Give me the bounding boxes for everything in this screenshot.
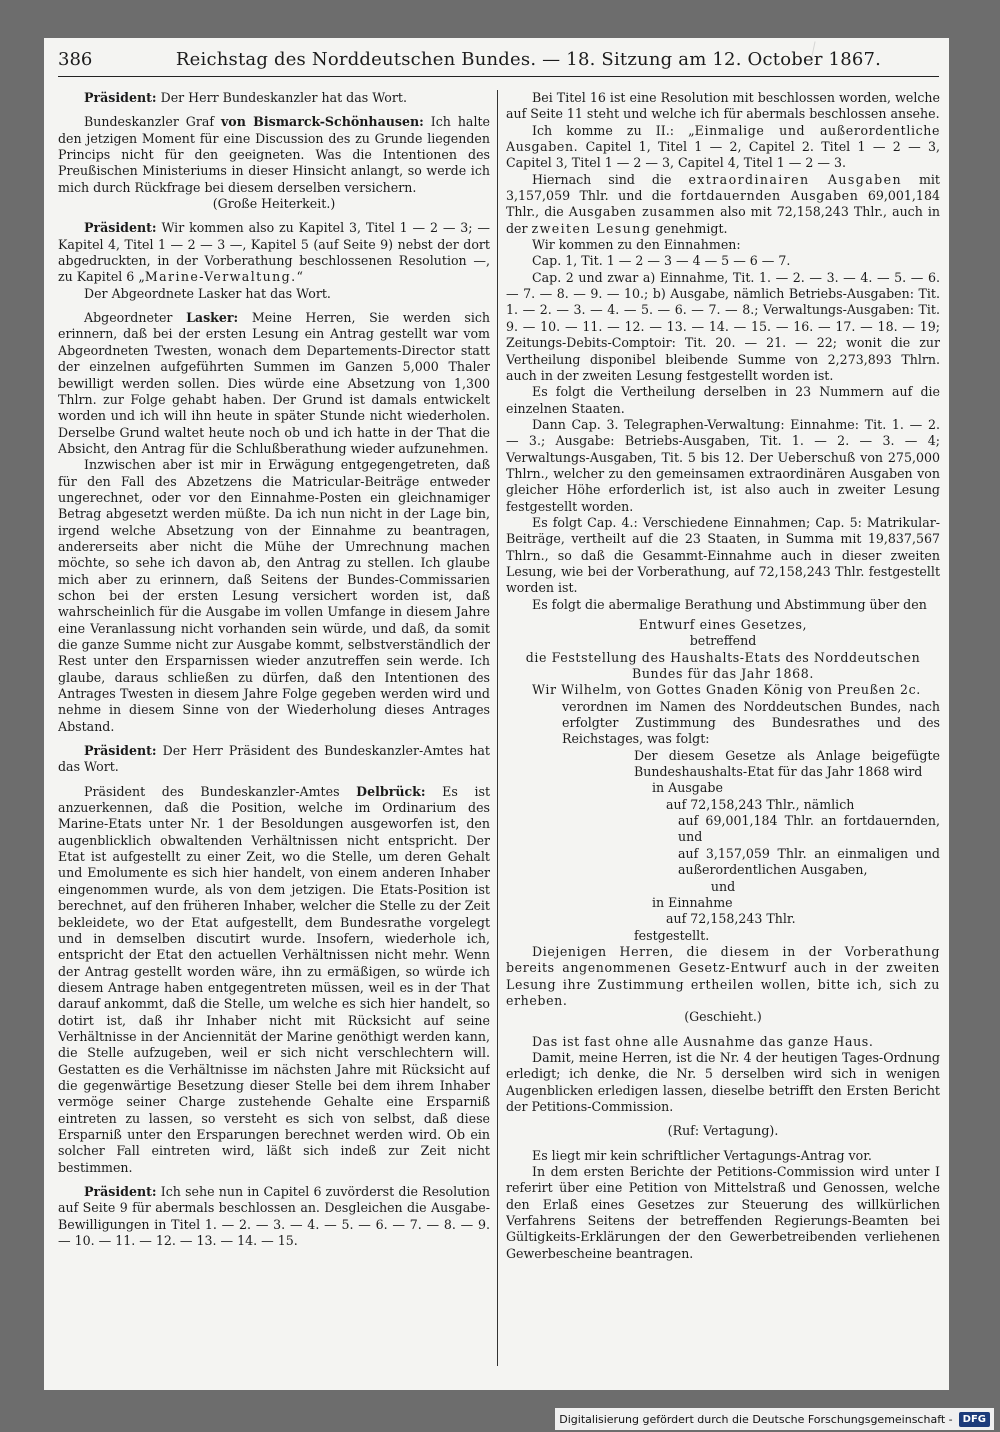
law-subtitle: betreffend xyxy=(689,633,757,649)
speech-text: Der Herr Präsident des Bundeskanzler-Amtes hat das Wort. xyxy=(58,743,490,775)
speaker-name: Präsident: xyxy=(84,743,157,759)
speech-text: Ich halte den jetzigen Moment für eine Discussion des zu Grunde liegenden Princips nicht für den geeigneten. Was die Intentionen des Preußischen Ministeriums in dieser Hinsicht anlangt, so werde ich mich durch Rückfrage bei diesem derselben versichern. xyxy=(58,114,490,195)
speech-text: Capitel 1, Titel 1 — 2, Capitel 2. Titel 1 — 2 — 3, Capitel 3, Titel 1 — 2 — 3, Capitel 4, Titel 1 — 2 — 3. xyxy=(506,139,940,171)
emphasized-text: Marine-Verwaltung. xyxy=(144,269,297,285)
speaker-name: Präsident: xyxy=(84,90,157,105)
reaction: (Geschieht.) xyxy=(684,1009,762,1025)
speaker-name: Delbrück: xyxy=(356,783,426,799)
speaker-title: Abgeordneter xyxy=(84,310,187,326)
paragraph: Es liegt mir kein schriftlicher Vertagungs-Antrag vor. xyxy=(532,1147,872,1163)
law-title: Entwurf eines Gesetzes, xyxy=(638,617,808,632)
funding-text: Digitalisierung gefördert durch die Deutsche Forschungsgemeinschaft - xyxy=(559,1412,953,1426)
paragraph: Der Abgeordnete Lasker hat das Wort. xyxy=(84,285,331,301)
speech-text: Es ist anzuerkennen, daß die Position, welche im Ordinarium des Marine-Etats unter Nr. 1 der Besoldungen ausgeworfen ist, den augenblicklich obwaltenden Verhältnissen nicht entspricht. Der Etat ist aufgestellt zu einer Zeit, wo die Stelle, um deren Gehalt und Emolumente es sich hier handelt, von einem anderen Inhaber eingenommen wurde, als von dem jetzigen. Die Etats-Position ist berechnet, auf den früheren Inhaber, welcher die Stelle zu der Zeit bekleidete, wo der Etat aufgestellt, dem Bundesrathe vorgelegt und in demselben discutirt wurde. Insofern, wiederhole ich, entspricht der Etat den actuellen Verhältnissen nicht mehr. Wenn der Antrag gestellt worden wäre, ihn zu ermäßigen, so würde ich diesem Antrage haben entgegentreten müssen, weil es in der That darauf ankommt, daß die Stelle, um welche es sich hier handelt, so dotirt ist, daß ihr Inhaber nicht mit Rücksicht auf seine Verhältnisse in der Anciennität der Marine genöthigt werden kann, die Stelle aufzugeben, weil er sich nicht verschlechtern will. Gestatten es die Verhältnisse im nächsten Jahre mit Rücksicht auf die gegenwärtige Besetzung dieser Stelle bei dem ihrem Inhaber vermöge seiner Charge zustehende Gehalte eine Ersparniß eintreten zu lassen, so versteht es sich von selbst, daß diese Ersparniß unter den Ersparungen berechnet werden wird. Ob ein solcher Fall eintreten wird, läßt sich indeß zur Zeit nicht bestimmen. xyxy=(58,783,490,1175)
speech-text: “ xyxy=(296,269,303,285)
paragraph xyxy=(58,220,490,285)
paragraph: Das ist fast ohne alle Ausnahme das ganze Haus. xyxy=(532,1033,874,1049)
reaction: (Ruf: Vertagung). xyxy=(667,1123,779,1139)
page-number: 386 xyxy=(58,48,93,70)
law-line: auf 69,001,184 Thlr. an fortdauernden, und xyxy=(678,813,940,845)
funding-notice xyxy=(555,1408,994,1430)
paragraph: Inzwischen aber ist mir in Erwägung entgegengetreten, daß für den Fall des Abzetzens die Matricular-Beiträge entweder ungerechnet, oder vor den Einnahme-Posten ein gleichnamiger Betrag abgesetzt werden müßte. Da ich nun nicht in der Lage bin, irgend welche Absetzung von der Einnahme zu beantragen, andererseits aber nicht die Mühe der Umrechnung machen möchte, so sehe ich davon ab, den Antrag zu stellen. Ich glaube mich aber zu erinnern, daß Seitens der Bundes-Commissarien schon bei der ersten Lesung versichert worden ist, daß wahrscheinlich für die Ausgabe im vollen Umfange in diesem Jahre eine Veranlassung nicht vorhanden sein würde, und daß, da somit die ganze Summe nicht zur Ausgabe kommt, selbstverständlich der Rest unter den Ersparnissen wieder anzutreffen sein werde. Ich glaube, daraus schließen zu dürfen, daß den Intentionen des Antrages Twesten in diesem Jahre Folge gegeben werden wird und nehme in diesem Sinne von der Wiederholung dieses Antrages Abstand. xyxy=(58,457,490,734)
speech-text: 69,001,184 Thlr., die xyxy=(506,188,940,220)
law-line: auf 72,158,243 Thlr. xyxy=(666,911,796,927)
speech-text: genehmigt. xyxy=(651,220,728,236)
speaker-name: von Bismarck-Schönhausen: xyxy=(220,114,424,130)
document-page xyxy=(44,38,949,1390)
paragraph: Bei Titel 16 ist eine Resolution mit beschlossen worden, welche auf Seite 11 steht und welche ich für abermals beschlossen ansehe. xyxy=(506,90,940,122)
law-article: Der diesem Gesetze als Anlage beigefügte Bundeshaushalts-Etat für das Jahr 1868 wird xyxy=(634,747,940,780)
law-line: in Ausgabe xyxy=(652,780,723,796)
paragraph: Cap. 2 und zwar a) Einnahme, Tit. 1. — 2. — 3. — 4. — 5. — 6. — 7. — 8. — 9. — 10.; b) Ausgabe, nämlich Betriebs-Ausgaben: Tit. 1. — 2. — 3. — 4. — 5. — 6. — 7. — 8.; Verwaltungs-Ausgaben: Tit. 9. — 10. — 11. — 12. — 13. — 14. — 15. — 16. — 17. — 18. — 19; Zeitungs-Debits-Comptoir: Tit. 20. — 21. — 22; wonit die zur Vertheilung disponibel bleibende Summe von 2,273,893 Thlrn. auch in der zweiten Lesung festgestellt worden ist. xyxy=(506,269,940,383)
left-column xyxy=(58,90,490,1372)
speaker-title: Präsident des Bundeskanzler-Amtes xyxy=(84,783,357,799)
paragraph: In dem ersten Berichte der Petitions-Commission wird unter I referirt über eine Petition von Mittelstraß und Genossen, welche den Erlaß eines Gesetzes zur Steuerung des willkürlichen Verfahrens Seitens der betreffenden Regierungs-Beamten bei Gültigkeits-Erklärungen der den Gewerbetreibenden verliehenen Gewerbescheine beantragen. xyxy=(506,1164,940,1261)
law-preamble: Wir Wilhelm, von Gottes Gnaden König von Preußen 2c. xyxy=(532,682,921,698)
law-enactment: verordnen im Namen des Norddeutschen Bundes, nach erfolgter Zustimmung des Bundesrathes und des Reichstages, was folgt: xyxy=(562,698,940,747)
speech-text: mit 3,157,059 Thlr. und die xyxy=(506,171,940,204)
speech-text: Ich komme zu II.: „ xyxy=(532,122,695,138)
law-subject: die Feststellung des Haushalts-Etats des Norddeutschen Bundes für das Jahr 1868. xyxy=(525,649,921,682)
paragraph: Es folgt die Vertheilung derselben in 23 Nummern auf die einzelnen Staaten. xyxy=(506,384,940,416)
paragraph: Es folgt die abermalige Berathung und Abstimmung über den xyxy=(532,596,927,612)
law-line: in Einnahme xyxy=(652,894,733,910)
speaker-name: Lasker: xyxy=(186,310,239,326)
running-title: Reichstag des Norddeutschen Bundes. — 18. Sitzung am 12. October 1867. xyxy=(175,48,882,70)
paragraph: Damit, meine Herren, ist die Nr. 4 der heutigen Tages-Ordnung erledigt; ich denke, die Nr. 5 derselben wird sich in wenigen Augenblicken erledigen lassen, dieselbe betrifft den Ersten Bericht der Petitions-Commission. xyxy=(506,1049,940,1114)
speech-text: Ich sehe nun in Capitel 6 zuvörderst die Resolution auf Seite 9 für abermals beschlossen an. Desgleichen die Ausgabe-Bewilligungen in Titel 1. — 2. — 3. — 4. — 5. — 6. — 7. — 8. — 9. — 10. — 11. — 12. — 13. — 14. — 15. xyxy=(58,1184,490,1249)
speech-text: Der Herr Bundeskanzler hat das Wort. xyxy=(156,90,407,105)
law-line: auf 72,158,243 Thlr., nämlich xyxy=(666,796,855,812)
right-column xyxy=(506,90,940,1372)
dfg-logo: DFG xyxy=(959,1412,990,1427)
paragraph: Es folgt Cap. 4.: Verschiedene Einnahmen; Cap. 5: Matrikular-Beiträge, vertheilt auf die 23 Staaten, in Summa mit 19,837,567 Thlrn., so daß die Gesammt-Einnahme auch in dieser zweiten Lesung, wie bei der Vorberathung, auf 72,158,243 Thlr. festgestellt worden ist. xyxy=(506,514,940,596)
speech-text: Hiernach sind die xyxy=(532,171,689,187)
speaker-name: Präsident: xyxy=(84,220,157,236)
paragraph xyxy=(58,743,490,776)
paragraph: Dann Cap. 3. Telegraphen-Verwaltung: Einnahme: Tit. 1. — 2. — 3.; Ausgabe: Betriebs-Ausgaben, Tit. 1. — 2. — 3. — 4; Verwaltungs-Ausgaben, Tit. 5 bis 12. Der Ueberschuß von 275,000 Thlrn., welcher zu den gemeinsamen extraordinären Ausgaben von gleicher Höhe erforderlich ist, ist also auch in zweiter Lesung festgestellt worden. xyxy=(506,416,940,514)
reaction: (Große Heiterkeit.) xyxy=(212,196,336,212)
law-line: und xyxy=(710,878,736,894)
paragraph xyxy=(58,90,490,106)
speech-text: Meine Herren, Sie werden sich erinnern, daß bei der ersten Lesung ein Antrag gestellt war vom Abgeordneten Twesten, wonach dem Departements-Director statt der einzelnen aufgeführten Summen im Ganzen 5,000 Thaler bewilligt werden sollen. Dies würde eine Absetzung von 1,300 Thlrn. zur Folge gehabt haben. Der Grund ist damals entwickelt worden und ich will ihn heute in später Stunde nicht wiederholen. Derselbe Grund waltet heute noch ob und ich hatte in der That die Absicht, den Antrag für die Schlußberathung wieder aufzunehmen. xyxy=(58,310,490,456)
paragraph: Cap. 1, Tit. 1 — 2 — 3 — 4 — 5 — 6 — 7. xyxy=(532,253,791,269)
speaker-name: Präsident: xyxy=(84,1184,157,1199)
speaker-title: Bundeskanzler Graf xyxy=(84,114,221,130)
emphasized-text: fortdauernden Ausgaben xyxy=(680,188,859,204)
page-header xyxy=(58,42,939,77)
law-line: festgestellt. xyxy=(634,927,710,943)
paragraph: Wir kommen zu den Einnahmen: xyxy=(532,237,741,253)
speech-text: also mit 72,158,243 Thlr., auch in der xyxy=(506,204,940,236)
paragraph xyxy=(506,172,940,237)
paragraph xyxy=(58,1184,490,1249)
emphasized-text: zweiten Lesung xyxy=(531,220,652,236)
paragraph xyxy=(58,784,490,1176)
paragraph xyxy=(506,123,940,172)
paragraph xyxy=(58,310,490,457)
column-divider xyxy=(497,90,498,1366)
emphasized-text: Einmalige und außerordentliche Ausgaben. xyxy=(506,122,940,155)
paragraph xyxy=(58,114,490,196)
paragraph: Diejenigen Herren, die diesem in der Vorberathung bereits angenommenen Gesetz-Entwurf auch in der zweiten Lesung ihre Zustimmung ertheilen wollen, bitte ich, sich zu erheben. xyxy=(506,943,940,1008)
law-line: auf 3,157,059 Thlr. an einmaligen und außerordentlichen Ausgaben, xyxy=(678,845,940,878)
speech-text: Wir kommen also zu Kapitel 3, Titel 1 — 2 — 3; — Kapitel 4, Titel 1 — 2 — 3 —, Kapitel 5 (auf Seite 9) nebst der dort abgedruckten, in der Vorberathung beschlossenen Resolution —, zu Kapitel 6 „ xyxy=(58,220,490,285)
emphasized-text: extraordinairen Ausgaben xyxy=(688,171,902,187)
emphasized-text: Ausgaben zusammen xyxy=(568,204,716,220)
